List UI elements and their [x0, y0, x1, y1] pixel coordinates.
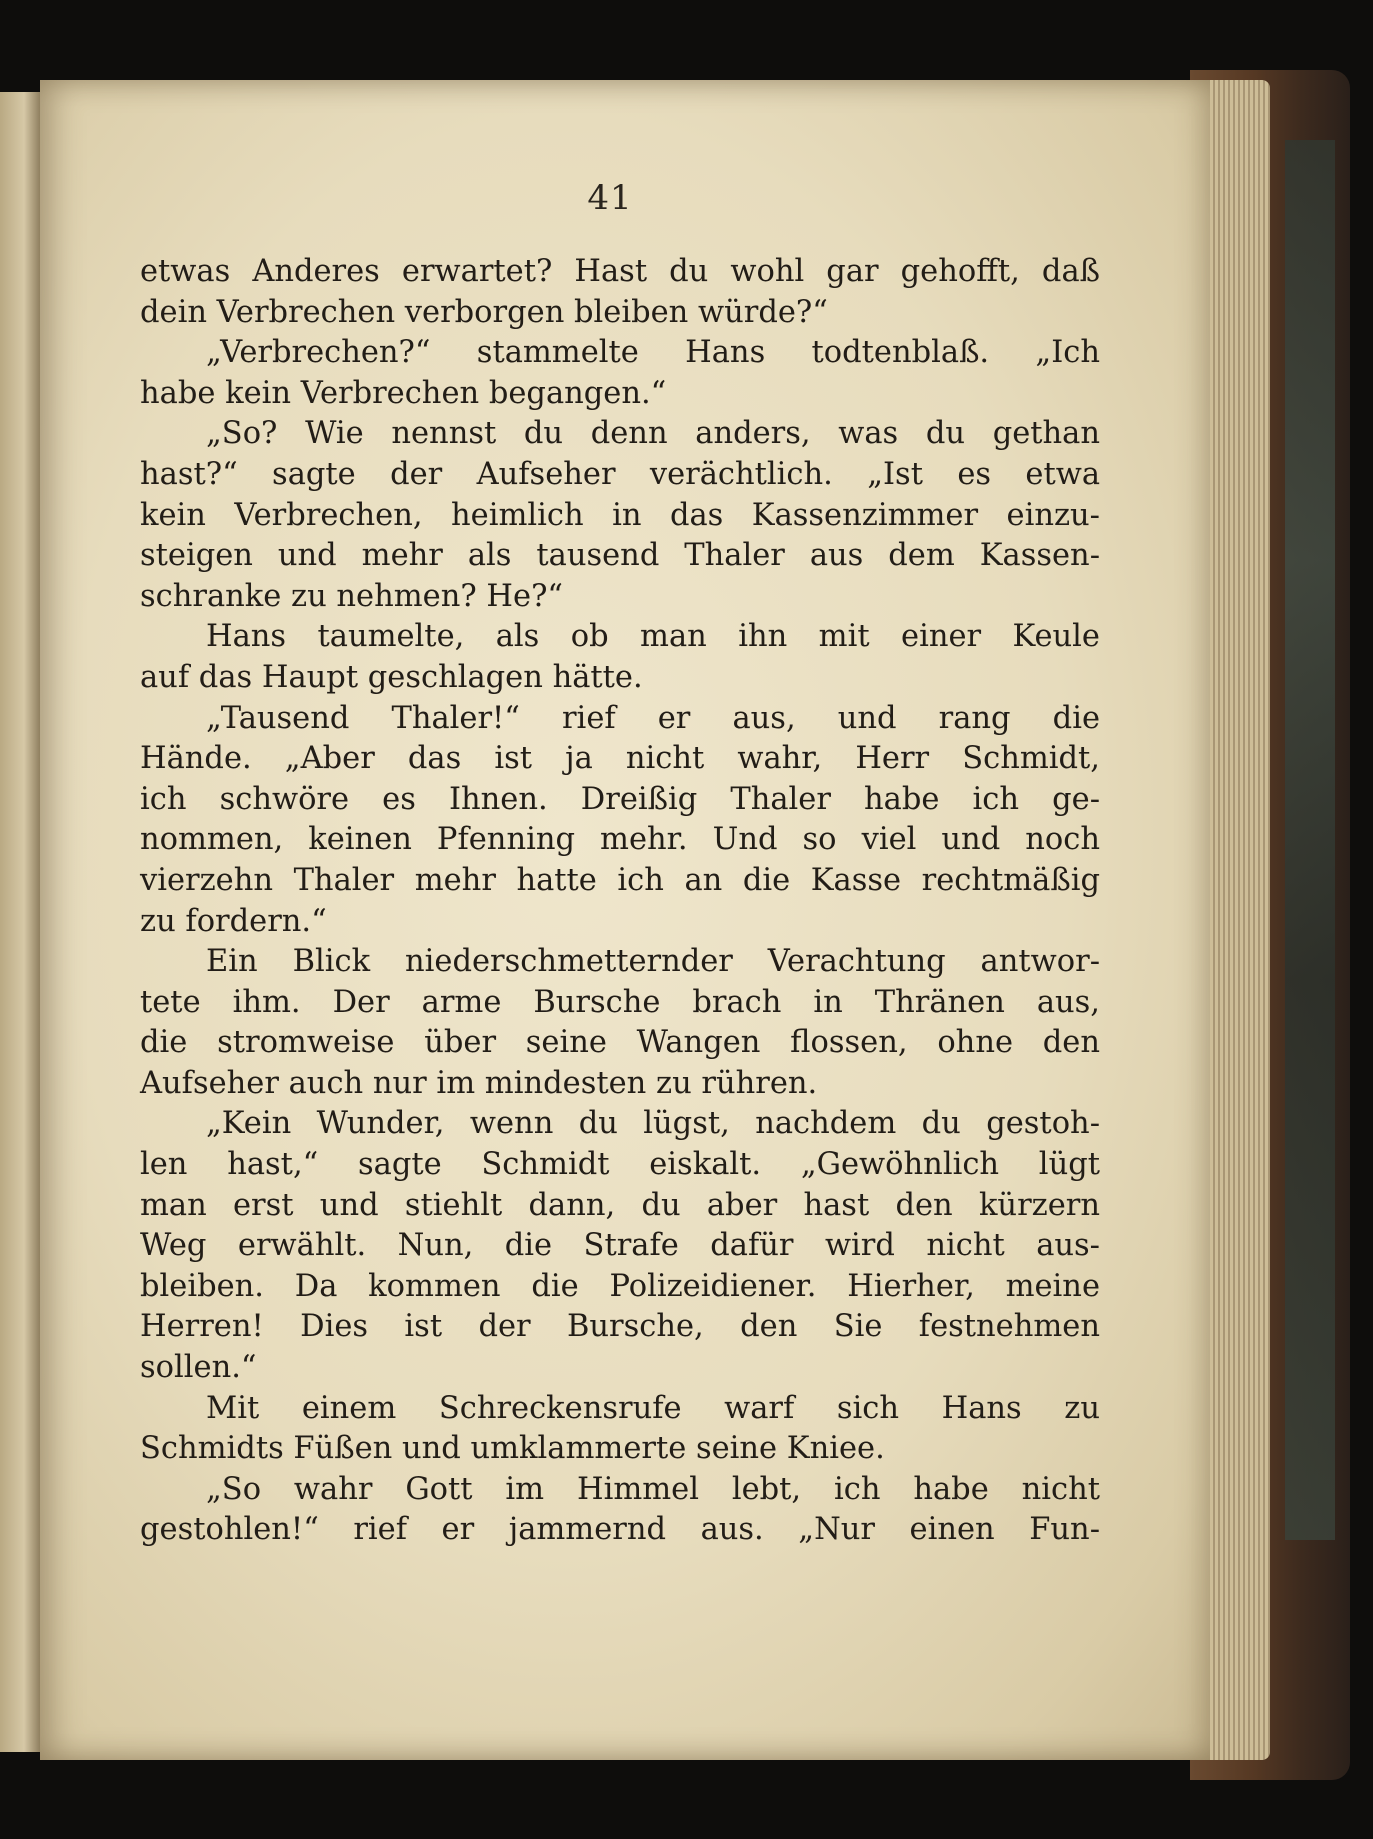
text-line: „Tausend Thaler!“ rief er aus, und rang die	[206, 700, 1100, 736]
text-line: dein Verbrechen verborgen bleiben würde?“	[140, 294, 828, 330]
text-line: hast?“ sagte der Aufseher verächtlich. „Ist es etwa	[140, 456, 1100, 492]
text-line: Weg erwählt. Nun, die Strafe dafür wird nicht aus-	[140, 1228, 1100, 1264]
text-line: „So? Wie nennst du denn anders, was du gethan	[206, 416, 1100, 452]
text-line: steigen und mehr als tausend Thaler aus dem Kassen-	[140, 538, 1100, 574]
text-line: len hast,“ sagte Schmidt eiskalt. „Gewöhnlich lügt	[140, 1147, 1100, 1183]
text-line: ich schwöre es Ihnen. Dreißig Thaler habe ich ge-	[140, 781, 1100, 817]
text-line: Schmidts Füßen und umklammerte seine Kniee.	[140, 1431, 885, 1467]
text-line: Hans taumelte, als ob man ihn mit einer Keule	[206, 619, 1100, 655]
text-line: bleiben. Da kommen die Polizeidiener. Hierher, meine	[140, 1268, 1100, 1304]
text-line: Mit einem Schreckensrufe warf sich Hans zu	[206, 1390, 1100, 1426]
text-line: sollen.“	[140, 1350, 257, 1386]
text-line: Ein Blick niederschmetternder Verachtung antwor-	[206, 944, 1100, 980]
page-text	[140, 252, 1100, 1551]
text-line: die stromweise über seine Wangen flossen, ohne den	[140, 1025, 1100, 1061]
text-line: Herren! Dies ist der Bursche, den Sie festnehmen	[140, 1309, 1100, 1345]
text-line: „Kein Wunder, wenn du lügst, nachdem du gestoh-	[206, 1106, 1100, 1142]
text-line: „So wahr Gott im Himmel lebt, ich habe nicht	[206, 1471, 1100, 1507]
text-line: Aufseher auch nur im mindesten zu rühren.	[140, 1065, 818, 1101]
left-page-edge	[0, 92, 42, 1752]
text-line: habe kein Verbrechen begangen.“	[140, 375, 667, 411]
book-cover-texture	[1285, 140, 1335, 1540]
text-line: zu fordern.“	[140, 903, 327, 939]
text-line: Hände. „Aber das ist ja nicht wahr, Herr Schmidt,	[140, 741, 1100, 777]
text-line: vierzehn Thaler mehr hatte ich an die Kasse rechtmäßig	[140, 862, 1100, 898]
text-line: man erst und stiehlt dann, du aber hast den kürzern	[140, 1187, 1100, 1223]
page-stack-edge	[1200, 80, 1270, 1760]
text-line: schranke zu nehmen? He?“	[140, 578, 564, 614]
page-number: 41	[587, 178, 633, 218]
text-line: kein Verbrechen, heimlich in das Kassenzimmer einzu-	[140, 497, 1100, 533]
text-line: etwas Anderes erwartet? Hast du wohl gar gehofft, daß	[140, 254, 1100, 289]
text-line: tete ihm. Der arme Bursche brach in Thränen aus,	[140, 984, 1100, 1020]
text-line: auf das Haupt geschlagen hätte.	[140, 659, 643, 695]
text-line: „Verbrechen?“ stammelte Hans todtenblaß. „Ich	[206, 335, 1100, 371]
text-line: nommen, keinen Pfenning mehr. Und so viel und noch	[140, 822, 1100, 858]
text-line: gestohlen!“ rief er jammernd aus. „Nur einen Fun-	[140, 1512, 1100, 1548]
